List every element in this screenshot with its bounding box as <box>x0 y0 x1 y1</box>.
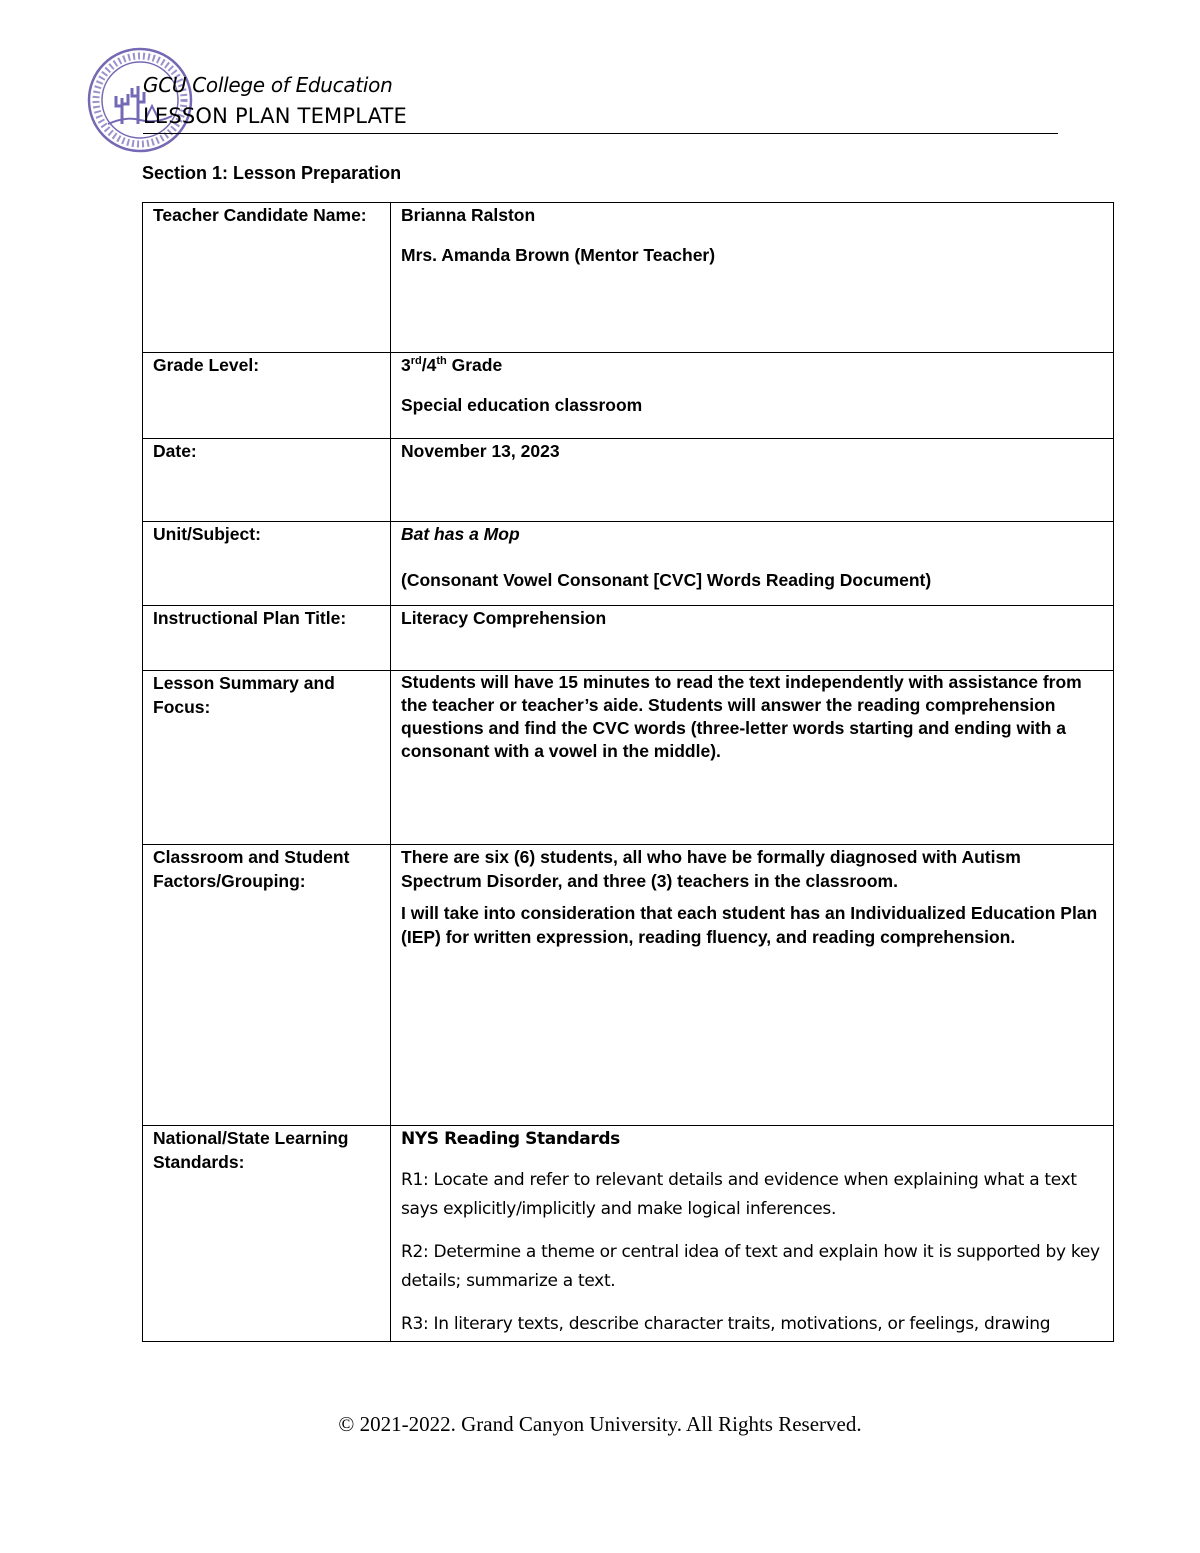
standard-r3: R3: In literary texts, describe character traits, motivations, or feelings, drawing <box>401 1314 1051 1334</box>
row-grade <box>143 353 1114 439</box>
classroom-type: Special education classroom <box>401 395 643 415</box>
label-teacher: Teacher Candidate Name: <box>143 203 391 353</box>
label-standards: National/State Learning Standards: <box>143 1126 391 1342</box>
label-unit: Unit/Subject: <box>143 522 391 606</box>
mentor-teacher: Mrs. Amanda Brown (Mentor Teacher) <box>401 245 716 265</box>
row-teacher <box>143 203 1114 353</box>
label-date: Date: <box>143 439 391 522</box>
unit-subtitle: (Consonant Vowel Consonant [CVC] Words Reading Document) <box>401 570 932 590</box>
factors-paragraph-2: I will take into consideration that each student has an Individualized Education Plan (IEP) for written expression, reading fluency, and reading comprehension. <box>401 903 1098 947</box>
value-unit <box>391 522 1114 606</box>
row-summary <box>143 671 1114 845</box>
row-standards <box>143 1126 1114 1342</box>
value-date: November 13, 2023 <box>391 439 1114 522</box>
unit-title: Bat has a Mop <box>401 524 520 544</box>
teacher-name: Brianna Ralston <box>401 205 536 225</box>
value-factors <box>391 845 1114 1126</box>
college-name: GCU College of Education <box>143 73 393 97</box>
standards-heading: NYS Reading Standards <box>401 1129 620 1149</box>
row-unit <box>143 522 1114 606</box>
label-factors: Classroom and Student Factors/Grouping: <box>143 845 391 1126</box>
row-plan-title <box>143 606 1114 671</box>
copyright-footer: © 2021-2022. Grand Canyon University. All Rights Reserved. <box>338 1412 862 1436</box>
label-grade: Grade Level: <box>143 353 391 439</box>
value-teacher <box>391 203 1114 353</box>
lesson-plan-table <box>142 202 1114 1342</box>
gcu-seal-logo <box>86 46 194 154</box>
header-divider <box>143 133 1058 134</box>
label-summary: Lesson Summary and Focus: <box>143 671 391 845</box>
row-factors <box>143 845 1114 1126</box>
grade-level: 3rd/4th Grade <box>401 355 503 375</box>
value-plan-title: Literacy Comprehension <box>391 606 1114 671</box>
value-grade <box>391 353 1114 439</box>
label-plan-title: Instructional Plan Title: <box>143 606 391 671</box>
value-standards <box>391 1126 1114 1342</box>
standard-r2: R2: Determine a theme or central idea of text and explain how it is supported by key details; summarize a text. <box>401 1242 1100 1291</box>
section-title: Section 1: Lesson Preparation <box>142 163 402 183</box>
value-summary: Students will have 15 minutes to read the text independently with assistance from the teacher or teacher’s aide. Students will answer the reading comprehension questions and find the CVC words (three-letter words starting and ending with a consonant with a vowel in the middle). <box>391 671 1114 845</box>
factors-paragraph-1: There are six (6) students, all who have be formally diagnosed with Autism Spectrum Disorder, and three (3) teachers in the classroom. <box>401 847 1021 891</box>
row-date <box>143 439 1114 522</box>
standard-r1: R1: Locate and refer to relevant details and evidence when explaining what a text says explicitly/implicitly and make logical inferences. <box>401 1170 1077 1219</box>
template-title: LESSON PLAN TEMPLATE <box>143 104 408 128</box>
